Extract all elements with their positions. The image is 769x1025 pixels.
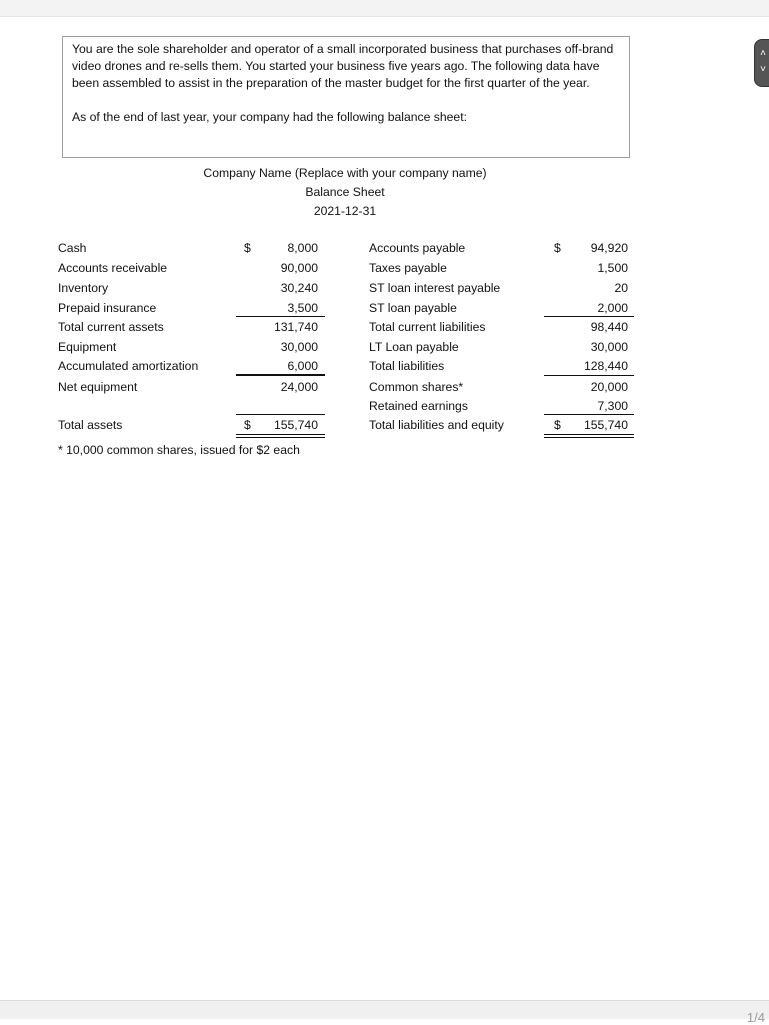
asset-value-prepaid-insurance: 3,500: [287, 301, 318, 315]
liability-value-total-current: 98,440: [590, 320, 628, 334]
subtotal-rule: [544, 316, 634, 317]
shares-footnote: * 10,000 common shares, issued for $2 each: [58, 443, 300, 457]
asset-currency-cash: $: [244, 241, 251, 255]
subtotal-rule: [544, 375, 634, 376]
total-top-rule: [544, 414, 634, 415]
intro-text-box: [62, 36, 630, 158]
equity-label-retained-earnings: Retained earnings: [369, 399, 468, 413]
sheet-title: Balance Sheet: [305, 185, 385, 199]
asset-value-accumulated-amortization: 6,000: [287, 359, 318, 373]
equity-value-retained-earnings: 7,300: [597, 399, 628, 413]
asset-label-cash: Cash: [58, 241, 87, 255]
liability-value-lt-loan: 30,000: [590, 340, 628, 354]
liability-value-accounts-payable: 94,920: [590, 241, 628, 255]
equity-label-common-shares: Common shares*: [369, 380, 464, 394]
intro-paragraph-1: You are the sole shareholder and operator of a small incorporated business that purchases off-brand video drones and re-sells them. You started your business five years ago. The following data have been assembled to assist in the preparation of the master budget for the first quarter of the year.: [72, 42, 614, 90]
asset-value-total-assets: 155,740: [273, 418, 318, 432]
liability-label-st-loan-interest: ST loan interest payable: [369, 281, 501, 295]
liability-value-total-liabilities: 128,440: [583, 359, 628, 373]
asset-label-total-current-assets: Total current assets: [58, 320, 164, 334]
total-double-rule: [236, 437, 325, 438]
company-name: Company Name (Replace with your company name): [203, 166, 487, 180]
liability-value-taxes-payable: 1,500: [597, 261, 628, 275]
liability-value-st-loan-interest: 20: [614, 281, 628, 295]
asset-value-total-current-assets: 131,740: [273, 320, 318, 334]
asset-label-total-assets: Total assets: [58, 418, 123, 432]
liability-label-total-current: Total current liabilities: [369, 320, 486, 334]
asset-value-net-equipment: 24,000: [280, 380, 318, 394]
liability-currency-accounts-payable: $: [554, 241, 561, 255]
asset-label-accumulated-amortization: Accumulated amortization: [58, 359, 199, 373]
asset-value-inventory: 30,240: [280, 281, 318, 295]
chevron-down-icon[interactable]: ˅: [760, 64, 766, 75]
total-double-rule: [236, 434, 325, 435]
asset-value-cash: 8,000: [287, 241, 318, 255]
subtotal-rule: [236, 374, 325, 376]
viewer-top-bar: [0, 0, 769, 17]
asset-currency-total-assets: $: [244, 418, 251, 432]
liability-label-accounts-payable: Accounts payable: [369, 241, 466, 255]
page-counter: 1/4: [746, 1010, 765, 1025]
liability-label-total-liabilities: Total liabilities: [369, 359, 445, 373]
chevron-up-icon[interactable]: ˄: [760, 48, 766, 59]
liability-label-lt-loan: LT Loan payable: [369, 340, 459, 354]
total-double-rule: [544, 437, 634, 438]
asset-label-equipment: Equipment: [58, 340, 117, 354]
liability-label-total-liab-equity: Total liabilities and equity: [369, 418, 504, 432]
asset-value-accounts-receivable: 90,000: [280, 261, 318, 275]
sheet-date: 2021-12-31: [313, 204, 377, 218]
equity-value-common-shares: 20,000: [590, 380, 628, 394]
asset-value-equipment: 30,000: [280, 340, 318, 354]
intro-paragraph-2: As of the end of last year, your company had the following balance sheet:: [72, 110, 467, 124]
liability-value-st-loan-payable: 2,000: [597, 301, 628, 315]
asset-label-net-equipment: Net equipment: [58, 380, 138, 394]
liability-label-st-loan-payable: ST loan payable: [369, 301, 457, 315]
total-double-rule: [544, 434, 634, 435]
viewer-bottom-bar: [0, 1000, 769, 1019]
asset-label-accounts-receivable: Accounts receivable: [58, 261, 168, 275]
asset-label-inventory: Inventory: [58, 281, 109, 295]
subtotal-rule: [236, 316, 325, 317]
total-top-rule: [236, 414, 325, 415]
liability-currency-total-liab-equity: $: [554, 418, 561, 432]
liability-value-total-liab-equity: 155,740: [583, 418, 628, 432]
page-nav-control[interactable]: [754, 39, 769, 87]
liability-label-taxes-payable: Taxes payable: [369, 261, 447, 275]
asset-label-prepaid-insurance: Prepaid insurance: [58, 301, 157, 315]
